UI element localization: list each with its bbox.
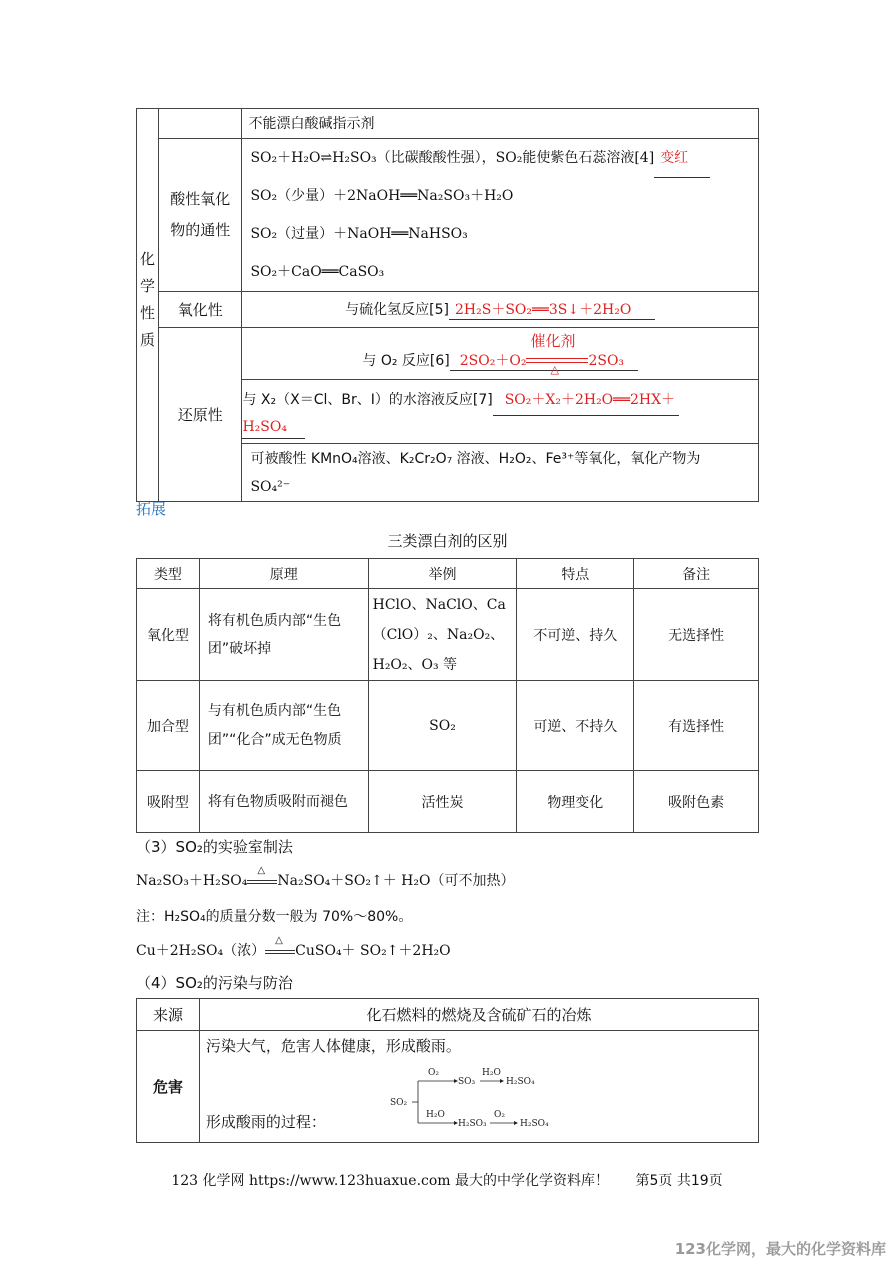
row-note: 有选择性 [634, 681, 759, 771]
eq1-right: Na₂SO₄＋SO₂↑＋ H₂O（可不加热） [277, 873, 515, 889]
source-label: 来源 [137, 999, 200, 1031]
header-principle: 原理 [199, 559, 368, 589]
diagram-bot-reagent: H₂O [425, 1110, 445, 1120]
diagram-start: SO₂ [389, 1098, 408, 1108]
row-note: 吸附色素 [634, 771, 759, 833]
diagram-bot-reagent2: O₂ [493, 1110, 505, 1120]
row-feature: 物理变化 [517, 771, 634, 833]
eq1-left: Na₂SO₃＋H₂SO₄ [136, 873, 248, 889]
red-o2-text: 与 O₂ 反应[6] [362, 353, 450, 369]
acid-oxide-label: 酸性氧化物的通性 [170, 190, 231, 239]
row-principle: 与有机色质内部“生色团”“化合”成无色物质 [199, 681, 368, 771]
lab-equation-2 [136, 935, 451, 960]
heat-arrow [265, 935, 295, 957]
diagram-bot-end: H₂SO₄ [519, 1119, 549, 1129]
diagram-top-reagent: O₂ [427, 1068, 439, 1078]
lab-heading: （3）SO₂的实验室制法 [136, 838, 293, 856]
answer-5: 2H₂S＋SO₂══3S↓＋2H₂O [449, 299, 655, 320]
heat-symbol: △ [550, 363, 559, 376]
bleach-table-title: 三类漂白剂的区别 [387, 532, 508, 550]
row-example: HClO、NaClO、Ca（ClO）₂、Na₂O₂、H₂O₂、O₃ 等 [368, 589, 517, 681]
row-note: 无选择性 [634, 589, 759, 681]
lab-equation-1 [136, 865, 515, 890]
harm-label: 危害 [137, 1031, 200, 1143]
row-example: 活性炭 [368, 771, 517, 833]
diagram-bot-mid: H₂SO₃ [457, 1119, 487, 1129]
eq2-right: CuSO₄＋ SO₂↑＋2H₂O [295, 943, 451, 959]
red-x2-text: 与 X₂（X＝Cl、Br、I）的水溶液反应[7] [242, 391, 493, 408]
properties-table [136, 108, 759, 502]
red-kmno4-product: SO₄²⁻ [250, 478, 291, 495]
diagram-top-mid: SO₃ [457, 1077, 476, 1087]
acid-line-water: SO₂＋H₂O⇌H₂SO₃（比碳酸酸性强），SO₂能使紫色石蕊溶液[4] 变红 [242, 139, 758, 177]
answer-6-left: 2SO₂＋O₂ [459, 353, 527, 369]
expand-label: 拓展 [136, 500, 167, 518]
acid-rain-diagram [390, 1061, 590, 1141]
red-x2-line [242, 385, 758, 416]
catalyst-label: 催化剂 [530, 332, 576, 350]
header-note: 备注 [634, 559, 759, 589]
reducing-label: 还原性 [159, 328, 242, 502]
heat-symbol: △ [257, 865, 266, 876]
answer-7-part2: H₂SO₄ [242, 416, 305, 439]
answer-6 [450, 332, 638, 376]
bleach-table [136, 558, 759, 833]
answer-4: 变红 [654, 139, 710, 178]
source-text: 化石燃料的燃烧及含硫矿石的冶炼 [199, 999, 758, 1031]
process-label: 形成酸雨的过程： [205, 1113, 326, 1131]
row-type: 加合型 [137, 681, 200, 771]
header-example: 举例 [368, 559, 517, 589]
answer-7-part1: SO₂＋X₂＋2H₂O══2HX＋ [493, 385, 679, 416]
acid-line-cao: SO₂＋CaO══CaSO₃ [250, 264, 385, 280]
pollution-table [136, 998, 759, 1143]
acid-line-naoh-little: SO₂（少量）＋2NaOH══Na₂SO₃＋H₂O [250, 188, 514, 204]
header-type: 类型 [137, 559, 200, 589]
row-feature: 不可逆、持久 [517, 589, 634, 681]
table-row [137, 681, 759, 771]
table-row [137, 589, 759, 681]
answer-6-right: 2SO₃ [588, 353, 625, 369]
no-bleach-indicator-text: 不能漂白酸碱指示剂 [248, 115, 375, 132]
footer-page-number: 第5页 共19页 [635, 1173, 723, 1189]
lab-note: 注：H₂SO₄的质量分数一般为 70%～80%。 [136, 909, 413, 925]
pollution-heading: （4）SO₂的污染与防治 [136, 974, 293, 992]
eq2-left: Cu＋2H₂SO₄（浓） [136, 943, 266, 959]
acid-line-naoh-excess: SO₂（过量）＋NaOH══NaHSO₃ [250, 226, 468, 242]
heat-symbol: △ [275, 935, 283, 946]
page-footer [0, 1170, 894, 1190]
row-example: SO₂ [368, 681, 517, 771]
row-feature: 可逆、不持久 [517, 681, 634, 771]
row-type: 吸附型 [137, 771, 200, 833]
row-principle: 将有色物质吸附而褪色 [199, 771, 368, 833]
harm-text: 污染大气，危害人体健康，形成酸雨。 [205, 1037, 461, 1055]
row-type: 氧化型 [137, 589, 200, 681]
oxidizing-label: 氧化性 [159, 292, 242, 328]
footer-text: 123 化学网 https://www.123huaxue.com 最大的中学化学资料库！ [171, 1173, 610, 1189]
table-row [137, 771, 759, 833]
section-label-chemical-properties: 化学性质 [138, 251, 156, 359]
header-feature: 特点 [517, 559, 634, 589]
diagram-top-reagent2: H₂O [481, 1068, 501, 1078]
oxid-text: 与硫化氢反应[5] [345, 302, 449, 318]
heat-arrow [247, 865, 277, 887]
diagram-top-end: H₂SO₄ [505, 1077, 535, 1087]
row-principle: 将有机色质内部“生色团”破坏掉 [199, 589, 368, 681]
catalyst-arrow [526, 332, 588, 376]
watermark: 123化学网，最大的化学资料库 [674, 1240, 886, 1258]
red-kmno4-line: 可被酸性 KMnO₄溶液、K₂Cr₂O₇ 溶液、H₂O₂、Fe³⁺等氧化，氧化产物为 [250, 450, 701, 467]
